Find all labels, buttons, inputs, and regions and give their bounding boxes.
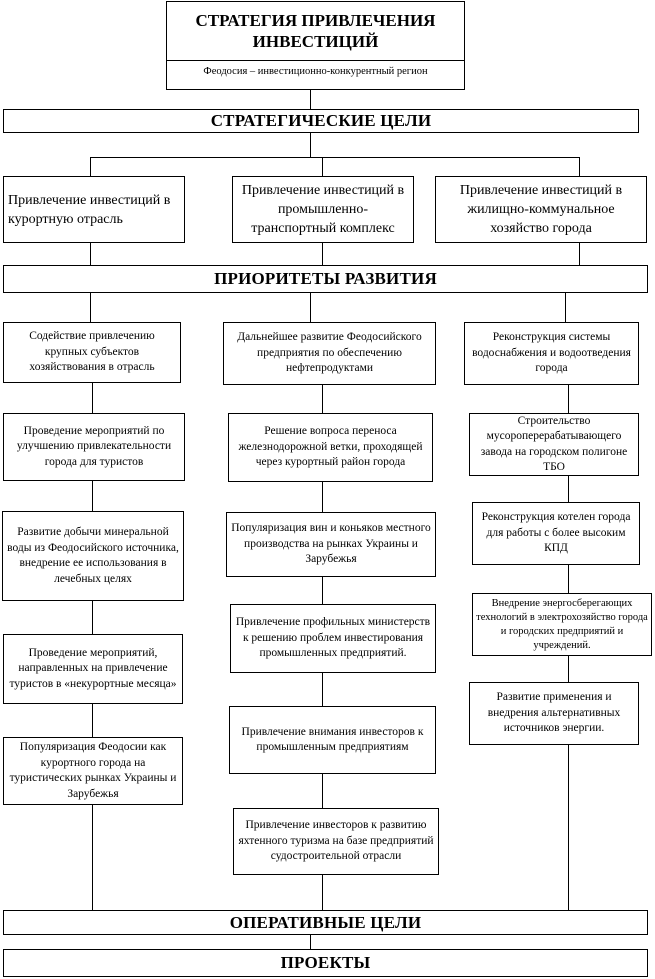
priority-middle-5: Привлечение внимания инвесторов к промышленным предприятиям (229, 706, 436, 774)
priority-middle-3: Популяризация вин и коньяков местного производства на рынках Украины и Зарубежья (226, 512, 436, 577)
connector-line (310, 293, 311, 322)
connector-line (310, 90, 311, 109)
connector-line (90, 157, 580, 158)
band-projects: ПРОЕКТЫ (3, 949, 648, 977)
priority-left-5: Популяризация Феодосии как курортного города на туристических рынках Украины и Зарубежья (3, 737, 183, 805)
strategy-subtitle: Феодосия – инвестиционно-конкурентный регион (167, 60, 464, 82)
connector-line (565, 293, 566, 322)
connector-line (579, 243, 580, 265)
band-development-priorities: ПРИОРИТЕТЫ РАЗВИТИЯ (3, 265, 648, 293)
band-operational-goals: ОПЕРАТИВНЫЕ ЦЕЛИ (3, 910, 648, 935)
connector-line (310, 935, 311, 949)
priority-left-3: Развитие добычи минеральной воды из Феодосийского источника, внедрение ее использования в лечебных целях (2, 511, 184, 601)
goal-resort-industry: Привлечение инвестиций в курортную отрасль (3, 176, 185, 243)
priority-left-4: Проведение мероприятий, направленных на привлечение туристов в «некурортные месяца» (3, 634, 183, 704)
strategy-title-box (166, 1, 465, 90)
priority-left-1: Содействие привлечению крупных субъектов хозяйствования в отрасль (3, 322, 181, 383)
priority-right-4: Внедрение энергосберегающих технологий в электрохозяйство города и городских предприятий и учреждений. (472, 593, 652, 656)
connector-line (322, 243, 323, 265)
connector-line (310, 133, 311, 157)
connector-line (90, 157, 91, 176)
priority-right-3: Реконструкция котелен города для работы с более высоким КПД (472, 502, 640, 565)
priority-right-2: Строительство мусороперерабатывающего завода на городском полигоне ТБО (469, 413, 639, 476)
goal-industrial-transport: Привлечение инвестиций в промышленно-транспортный комплекс (232, 176, 414, 243)
priority-middle-4: Привлечение профильных министерств к решению проблем инвестирования промышленных предприятий. (230, 604, 436, 673)
goal-housing-utilities: Привлечение инвестиций в жилищно-коммунальное хозяйство города (435, 176, 647, 243)
priority-middle-1: Дальнейшее развитие Феодосийского предприятия по обеспечению нефтепродуктами (223, 322, 436, 385)
priority-left-2: Проведение мероприятий по улучшению привлекательности города для туристов (3, 413, 185, 481)
connector-line (90, 293, 91, 322)
priority-middle-2: Решение вопроса переноса железнодорожной ветки, проходящей через курортный район города (228, 413, 433, 482)
connector-line (90, 243, 91, 265)
strategy-title: СТРАТЕГИЯ ПРИВЛЕЧЕНИЯ ИНВЕСТИЦИЙ (195, 11, 436, 51)
connector-line (322, 157, 323, 176)
priority-middle-6: Привлечение инвесторов к развитию яхтенного туризма на базе предприятий судостроительной отрасли (233, 808, 439, 875)
priority-right-1: Реконструкция системы водоснабжения и водоотведения города (464, 322, 639, 385)
connector-line (579, 157, 580, 176)
band-strategic-goals: СТРАТЕГИЧЕСКИЕ ЦЕЛИ (3, 109, 639, 133)
priority-right-5: Развитие применения и внедрения альтернативных источников энергии. (469, 682, 639, 745)
